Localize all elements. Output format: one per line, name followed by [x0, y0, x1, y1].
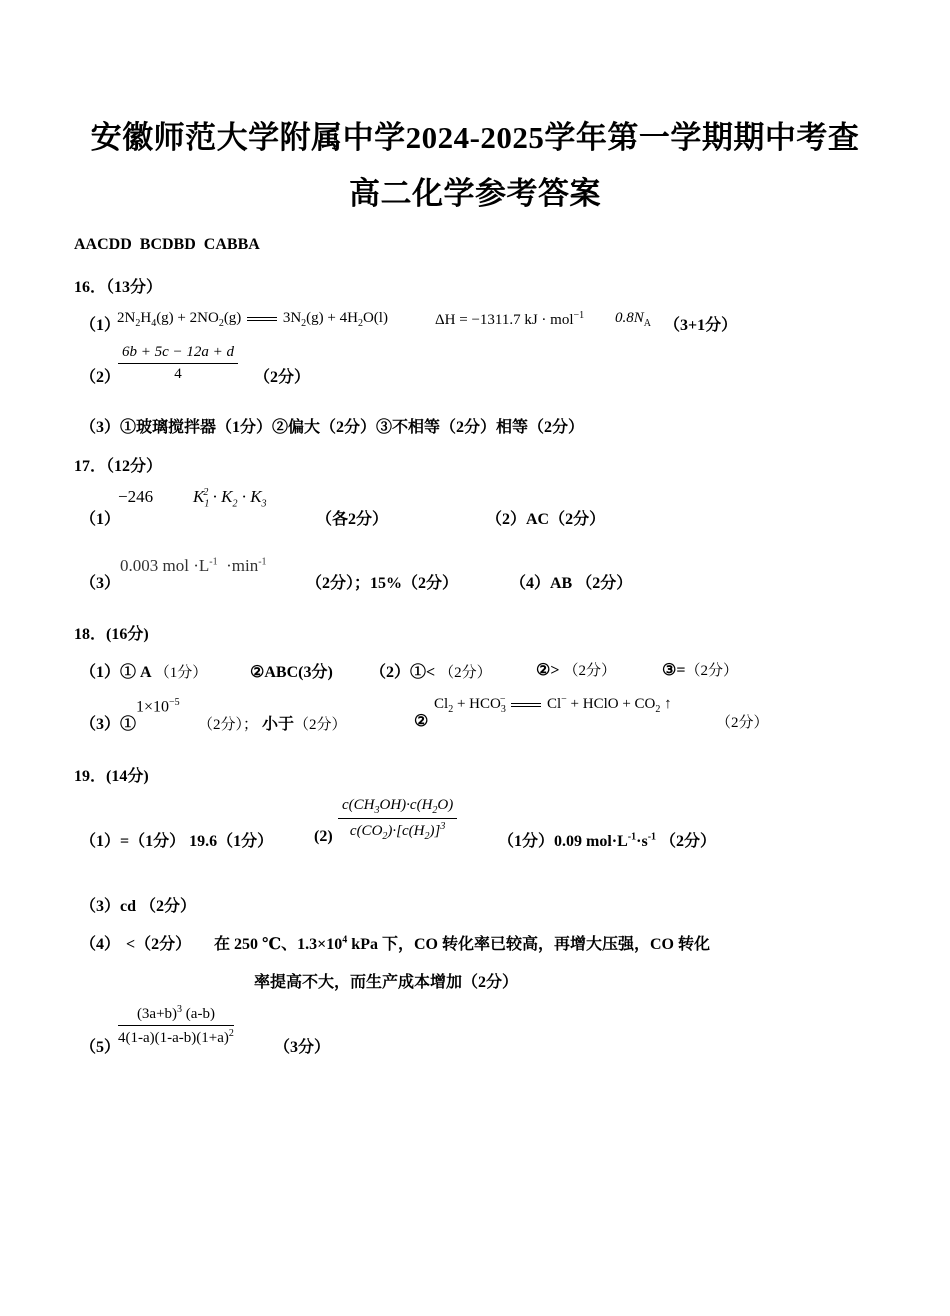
- q17-p1-value: −246: [118, 487, 154, 506]
- q18-row1-part1b: ②ABC(3分): [250, 664, 333, 681]
- q17-p1-label: （1）: [80, 511, 121, 528]
- q19-p4-answer: <（2分）: [126, 936, 192, 953]
- q18-row1-part2b: ②> （2分）: [536, 662, 616, 679]
- q17-p4: （4）AB （2分）: [510, 575, 633, 592]
- q18-row2-ionic-equation: $Cl_2 + HCO_3^-$ Cl− + HClO + $CO_2$ ↑: [434, 694, 672, 715]
- q19-p4-label: （4）: [80, 936, 121, 953]
- q19-p3: （3）cd （2分）: [80, 898, 197, 915]
- page-title-line2: 高二化学参考答案: [349, 176, 601, 211]
- q18-row2-ka-value: $1\times 10^{-5}$: [136, 697, 180, 716]
- q19-p5-fraction: $\frac{(3a+b)^3 (a-b)}{4(1-a)(1-a-b)(1+a)^2}$: [118, 1004, 234, 1046]
- q18-row2-part3b-score: （2分）: [716, 715, 769, 731]
- q18-row1-part2a: （2）①< （2分）: [370, 664, 492, 681]
- q17-p1-k-expression: $K_1^2 \cdot K_2 \cdot K_3$: [193, 487, 267, 510]
- q16-heading: 16．（13分）: [74, 279, 163, 296]
- q16-p2-fraction: $\frac{6b + 5c - 12a + d}{4}$: [118, 344, 238, 383]
- q19-p2-rate: （1分）0.09 $mol\cdot L^{-1}\cdot s^{-1}$ （2分）: [498, 831, 717, 850]
- q17-p3-score: （2分）；15%（2分）: [306, 575, 459, 592]
- page-title-line1: 安徽师范大学附属中学2024-2025学年第一学期期中考查: [90, 120, 860, 155]
- q16-p1-equation: $2N_2H_4(g) + 2NO_2(g) 3N_2(g) + 4H_2O(l)$: [117, 310, 388, 329]
- q18-row2-part3a-score: （2分）； 小于（2分）: [198, 716, 347, 733]
- q16-p1-label: （1）: [80, 317, 121, 334]
- q16-p1-delta-h: ΔH = −1311.7 kJ · mol$^{-1}$: [435, 310, 585, 328]
- q17-p2: （2）AC（2分）: [486, 511, 606, 528]
- q18-row1-part2c: ③=（2分）: [662, 662, 738, 679]
- q18-heading: 18．(16分): [74, 626, 149, 643]
- q17-p3-rate: 0.003 mol $\cdot L^{-1} \cdot\min^{-1}$: [120, 556, 267, 575]
- q19-p1: （1）=（1分） 19.6（1分）: [80, 833, 274, 850]
- choice-answers: AACDD BCDBD CABBA: [74, 236, 260, 253]
- q19-p4-reason-line2: 率提高不大，而生产成本增加（2分）: [254, 974, 519, 991]
- q19-p2-label: (2): [314, 828, 333, 845]
- q16-p3: （3）①玻璃搅拌器（1分）②偏大（2分）③不相等（2分）相等（2分）: [80, 419, 585, 436]
- q18-row2-part3b-label: ②: [414, 713, 429, 730]
- q16-p1-na: $0.8N_A$: [615, 310, 651, 329]
- q19-p5-label: （5）: [80, 1039, 121, 1056]
- q18-row2-part3a-label: （3）①: [80, 716, 137, 733]
- q17-p3-label: （3）: [80, 575, 121, 592]
- q18-row1-part1: （1）① A （1分）: [80, 664, 208, 681]
- q16-p2-score: （2分）: [254, 369, 311, 386]
- q19-p4-reason-line1: 在 250 ℃、$1.3\times 10^4$ kPa 下，CO 转化率已较高，再增大压强，CO 转化: [214, 934, 710, 953]
- q17-p1-score: （各2分）: [316, 511, 389, 528]
- q16-p2-label: （2）: [80, 369, 121, 386]
- q19-p2-k-expression: $\frac{c(CH_3OH)\cdot c(H_2O)}{c(CO_2)\cdot[c(H_2)]^3}$: [338, 797, 457, 842]
- q19-p5-score: （3分）: [274, 1039, 331, 1056]
- q16-p1-score: （3+1分）: [664, 317, 738, 334]
- q19-heading: 19．(14分): [74, 768, 149, 785]
- q17-heading: 17．（12分）: [74, 458, 163, 475]
